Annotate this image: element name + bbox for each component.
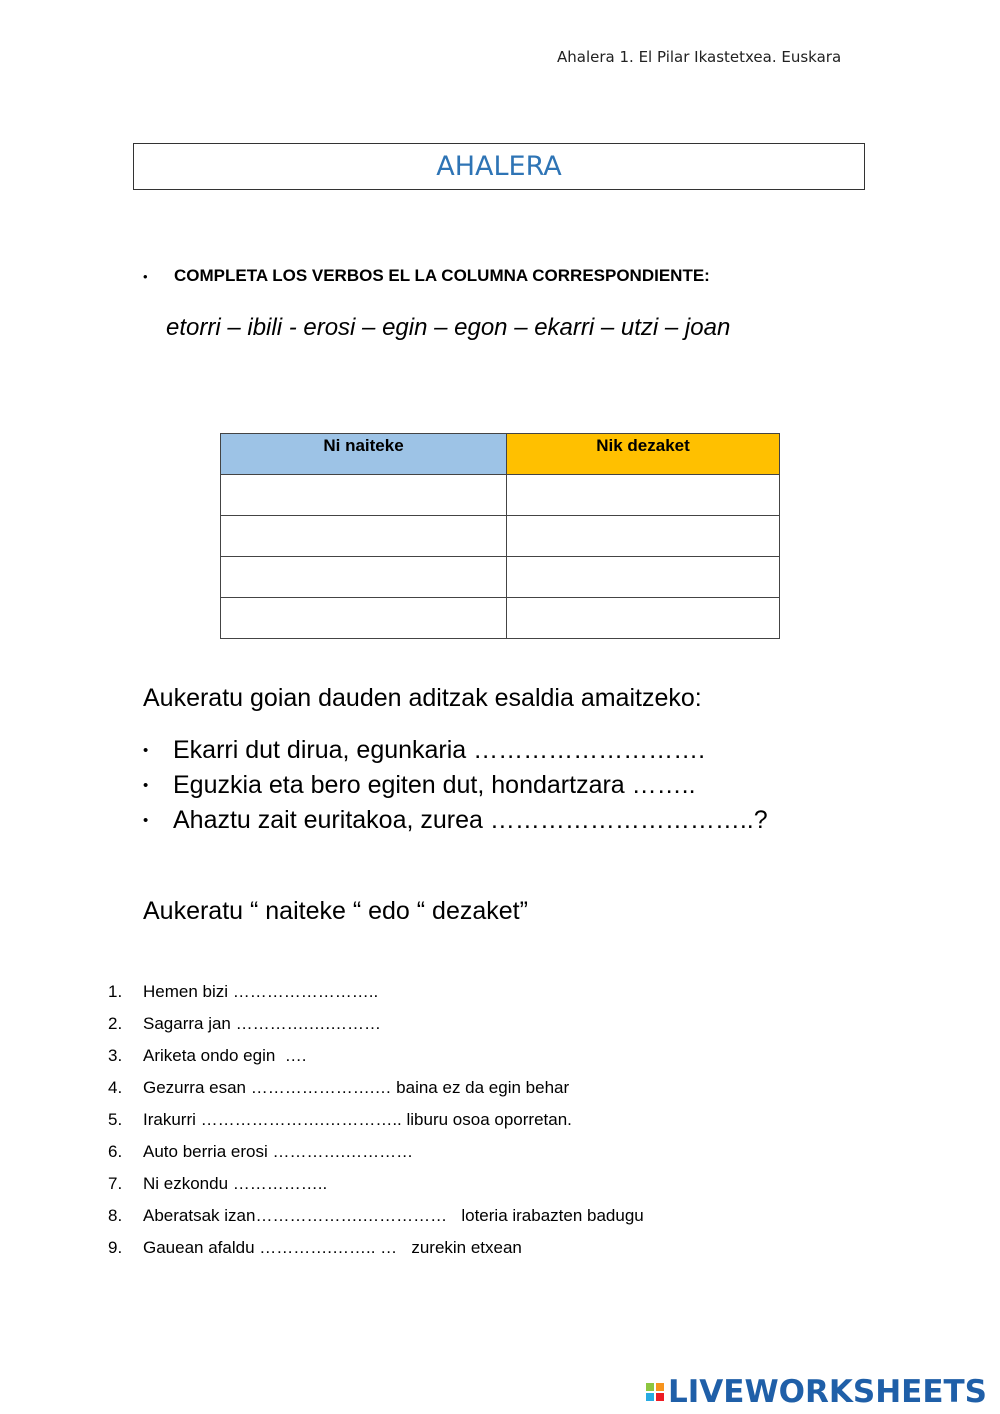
item-number: 3. xyxy=(108,1046,123,1065)
item-number: 9. xyxy=(108,1238,123,1257)
item-number: 8. xyxy=(108,1206,123,1225)
list-item xyxy=(108,1075,644,1107)
answer-cell[interactable] xyxy=(507,516,780,557)
logo-mark-icon xyxy=(646,1383,664,1401)
logo-text: LIVEWORKSHEETS xyxy=(668,1374,987,1410)
bullet-icon: • xyxy=(143,269,148,284)
sentence-text: Ekarri dut dirua, egunkaria ………………………. xyxy=(173,736,706,764)
item-text: Irakurri ………………….………….. liburu osoa oporretan. xyxy=(143,1110,572,1129)
bullet-icon: • xyxy=(143,742,149,759)
answer-cell[interactable] xyxy=(221,475,507,516)
list-item xyxy=(108,1011,644,1043)
logo-square xyxy=(646,1383,654,1391)
instruction-text: COMPLETA LOS VERBOS EL LA COLUMNA CORRESPONDIENTE: xyxy=(174,266,710,285)
logo-square xyxy=(656,1393,664,1401)
item-text: Ni ezkondu …………….. xyxy=(143,1174,328,1193)
list-item xyxy=(108,979,644,1011)
item-text: Aberatsak izan……………….…………… loteria irabazten badugu xyxy=(143,1206,644,1225)
item-text: Sagarra jan ………….….……… xyxy=(143,1014,382,1033)
sentence-list xyxy=(143,733,768,838)
sentence-text: Ahaztu zait euritakoa, zurea …………………………..? xyxy=(173,806,768,834)
page-header: Ahalera 1. El Pilar Ikastetxea. Euskara xyxy=(557,48,842,66)
answer-cell[interactable] xyxy=(507,475,780,516)
verb-list: etorri – ibili - erosi – egin – egon – ekarri – utzi – joan xyxy=(166,314,731,341)
header-ni-naiteke: Ni naiteke xyxy=(221,434,507,475)
table-row xyxy=(221,598,780,639)
bullet-icon: • xyxy=(143,777,149,794)
sentence-text: Eguzkia eta bero egiten dut, hondartzara …….. xyxy=(173,771,696,799)
answer-cell[interactable] xyxy=(221,516,507,557)
section3-heading: Aukeratu “ naiteke “ edo “ dezaket” xyxy=(143,897,528,925)
header-nik-dezaket: Nik dezaket xyxy=(507,434,780,475)
bullet-icon: • xyxy=(143,812,149,829)
list-item xyxy=(143,768,768,803)
item-number: 5. xyxy=(108,1110,123,1129)
liveworksheets-logo xyxy=(646,1374,987,1410)
verb-table xyxy=(220,433,780,639)
item-text: Ariketa ondo egin …. xyxy=(143,1046,307,1065)
answer-cell[interactable] xyxy=(221,598,507,639)
logo-square xyxy=(656,1383,664,1391)
section2-heading: Aukeratu goian dauden aditzak esaldia amaitzeko: xyxy=(143,684,702,712)
table-row xyxy=(221,516,780,557)
answer-cell[interactable] xyxy=(507,557,780,598)
item-number: 6. xyxy=(108,1142,123,1161)
list-item xyxy=(108,1235,644,1267)
item-text: Gezurra esan ………………….… baina ez da egin behar xyxy=(143,1078,570,1097)
list-item xyxy=(108,1107,644,1139)
item-number: 1. xyxy=(108,982,123,1001)
list-item xyxy=(143,733,768,768)
list-item xyxy=(108,1139,644,1171)
title-box xyxy=(133,143,865,190)
list-item xyxy=(108,1043,644,1075)
item-number: 4. xyxy=(108,1078,123,1097)
list-item xyxy=(108,1203,644,1235)
answer-cell[interactable] xyxy=(507,598,780,639)
item-text: Auto berria erosi ………….………… xyxy=(143,1142,414,1161)
table-row xyxy=(221,475,780,516)
list-item xyxy=(143,803,768,838)
numbered-list xyxy=(108,979,644,1267)
page-title: AHALERA xyxy=(436,151,562,182)
table-header-row xyxy=(221,434,780,475)
table-row xyxy=(221,557,780,598)
item-number: 2. xyxy=(108,1014,123,1033)
answer-cell[interactable] xyxy=(221,557,507,598)
item-number: 7. xyxy=(108,1174,123,1193)
logo-square xyxy=(646,1393,654,1401)
item-text: Gauean afaldu ………….…….. … zurekin etxean xyxy=(143,1238,522,1257)
list-item xyxy=(108,1171,644,1203)
item-text: Hemen bizi …………………….. xyxy=(143,982,379,1001)
